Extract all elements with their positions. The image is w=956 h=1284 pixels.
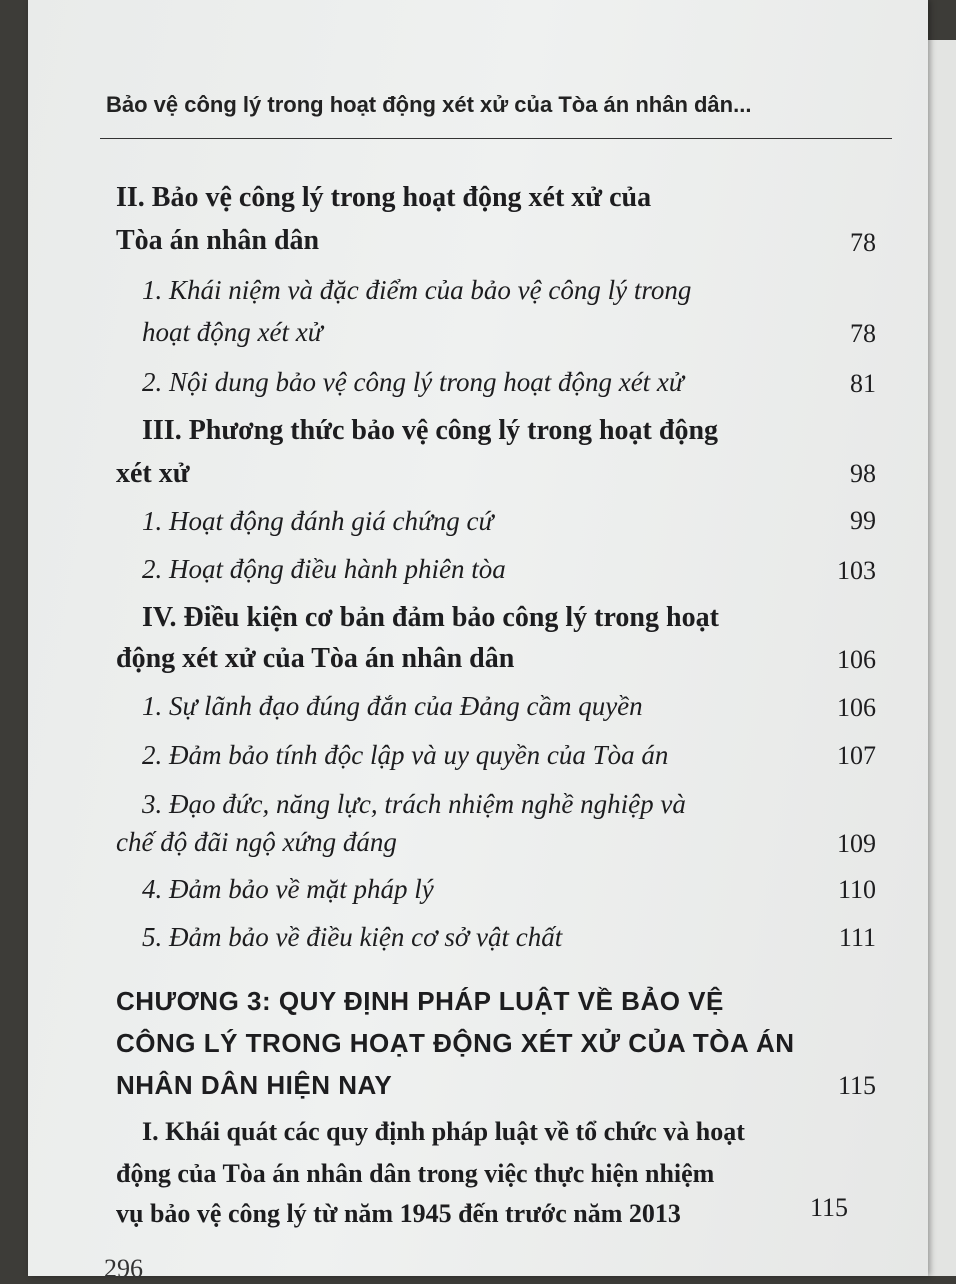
book-page [28,0,928,1283]
toc-page-number: 109 [837,829,876,858]
toc-line: NHÂN DÂN HIỆN NAY [116,1070,393,1100]
toc-line: II. Bảo vệ công lý trong hoạt động xét xử của [116,182,652,213]
toc-page-number: 111 [838,923,876,952]
toc-line: động xét xử của Tòa án nhân dân [116,643,515,674]
toc-page-number: 78 [850,228,876,257]
toc-line: CHƯƠNG 3: QUY ĐỊNH PHÁP LUẬT VỀ BẢO VỆ [116,986,724,1016]
toc-line: IV. Điều kiện cơ bản đảm bảo công lý trong hoạt [142,602,719,633]
page-folio: 296 [104,1254,143,1283]
toc-line: I. Khái quát các quy định pháp luật về tổ chức và hoạt [142,1117,745,1146]
toc-line: vụ bảo vệ công lý từ năm 1945 đến trước năm 2013 [116,1199,681,1228]
toc-line: động của Tòa án nhân dân trong việc thực hiện nhiệm [116,1159,715,1188]
toc-line: 4. Đảm bảo về mặt pháp lý [142,874,434,904]
toc-line: 2. Hoạt động điều hành phiên tòa [142,554,506,584]
toc-page-number: 107 [837,741,876,770]
toc-page-number: 103 [837,556,876,585]
toc-line: 1. Sự lãnh đạo đúng đắn của Đảng cầm quyền [142,691,643,721]
toc-line: CÔNG LÝ TRONG HOẠT ĐỘNG XÉT XỬ CỦA TÒA ÁN [116,1028,795,1058]
toc-line: hoạt động xét xử [142,317,323,347]
toc-line: 1. Hoạt động đánh giá chứng cứ [142,506,494,536]
toc-page-number: 115 [809,1193,848,1222]
toc-line: 2. Nội dung bảo vệ công lý trong hoạt động xét xử [142,367,684,397]
toc-page-number: 99 [850,506,876,535]
toc-line: III. Phương thức bảo vệ công lý trong hoạt động [142,415,719,446]
toc-line: 5. Đảm bảo về điều kiện cơ sở vật chất [142,922,563,952]
toc-line: 2. Đảm bảo tính độc lập và uy quyền của Tòa án [142,740,669,770]
toc-page-number: 98 [850,459,876,488]
toc-page-number: 110 [837,875,876,904]
facing-page-edge [928,40,956,1276]
toc-page-number: 78 [850,319,876,348]
toc-line: Tòa án nhân dân [116,225,320,256]
toc-line: xét xử [116,458,190,489]
running-header: Bảo vệ công lý trong hoạt động xét xử của Tòa án nhân dân... [106,92,752,117]
toc-line: chế độ đãi ngộ xứng đáng [116,827,397,857]
toc-line: 3. Đạo đức, năng lực, trách nhiệm nghề nghiệp và [142,789,686,819]
toc-page-number: 81 [850,369,876,398]
toc-page-number: 115 [837,1071,876,1100]
toc-line: 1. Khái niệm và đặc điểm của bảo vệ công lý trong [142,275,692,305]
toc-page-number: 106 [837,645,876,674]
toc-page-number: 106 [837,693,876,722]
header-rule [100,138,892,139]
